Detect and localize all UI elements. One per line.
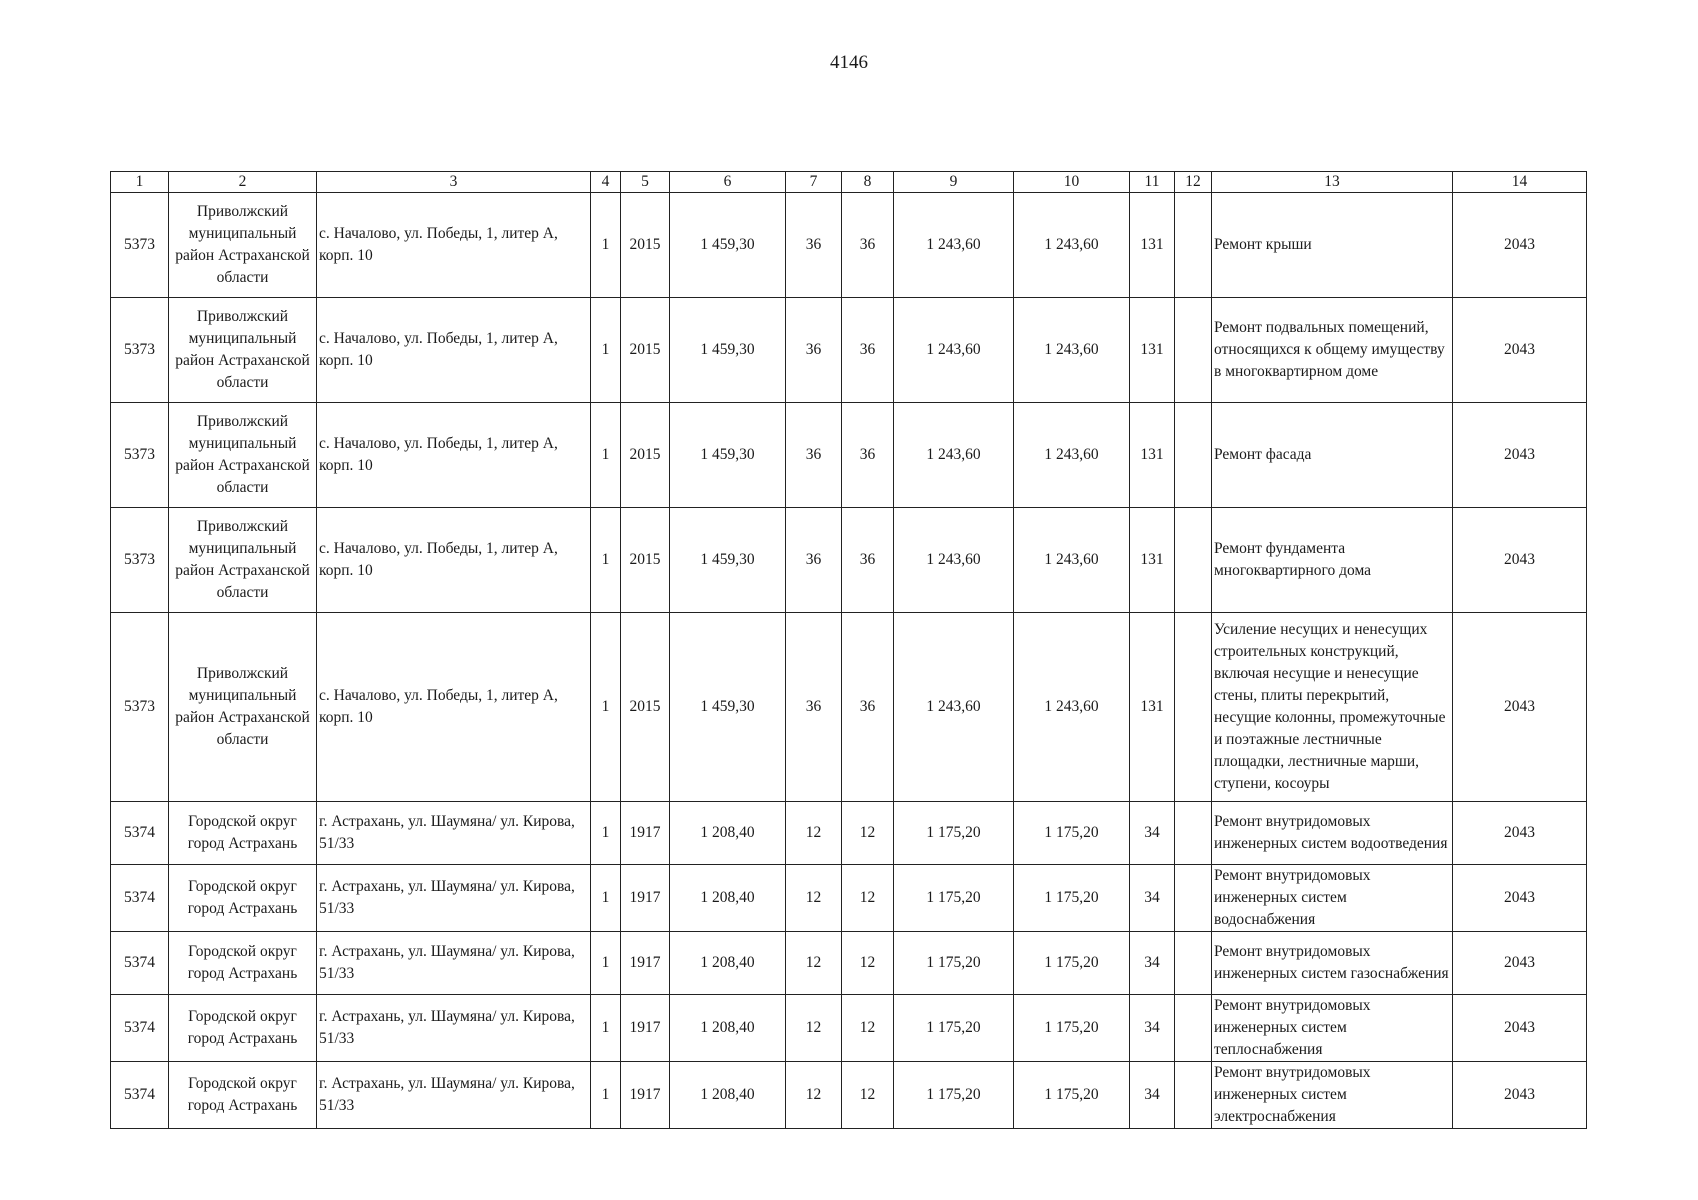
table-cell: 1 459,30 [670,403,786,508]
table-cell: 34 [1130,995,1175,1062]
municipality-cell: Приволжский муниципальный район Астраханской области [169,193,317,298]
municipality-cell: Городской округ город Астрахань [169,802,317,865]
column-header: 7 [786,172,842,193]
table-cell: 1 175,20 [1014,1062,1130,1129]
table-cell: 1 175,20 [894,995,1014,1062]
year-cell: 1917 [621,932,670,995]
column-header: 2 [169,172,317,193]
municipality-cell: Приволжский муниципальный район Астраханской области [169,403,317,508]
table-cell: 1 243,60 [894,508,1014,613]
table-cell: 36 [786,193,842,298]
table-cell [1175,932,1212,995]
table-cell: 1 208,40 [670,1062,786,1129]
year-cell: 1917 [621,1062,670,1129]
record-number-cell: 5374 [111,932,169,995]
planned-year-cell: 2043 [1453,298,1587,403]
table-cell: 1 [591,613,621,802]
table-cell: 131 [1130,508,1175,613]
table-row [111,865,1587,932]
table-cell: 12 [842,995,894,1062]
table-cell: 1 243,60 [1014,193,1130,298]
column-header: 6 [670,172,786,193]
column-header: 8 [842,172,894,193]
table-cell [1175,995,1212,1062]
table-cell: 1 459,30 [670,613,786,802]
planned-year-cell: 2043 [1453,613,1587,802]
table-cell: 1 243,60 [1014,298,1130,403]
table-cell: 34 [1130,932,1175,995]
table-cell [1175,613,1212,802]
table-cell [1175,403,1212,508]
municipality-cell: Приволжский муниципальный район Астраханской области [169,298,317,403]
column-header: 9 [894,172,1014,193]
municipality-cell: Приволжский муниципальный район Астраханской области [169,508,317,613]
address-cell: г. Астрахань, ул. Шаумяна/ ул. Кирова, 51/33 [317,932,591,995]
address-cell: г. Астрахань, ул. Шаумяна/ ул. Кирова, 51/33 [317,995,591,1062]
table-cell: 12 [786,865,842,932]
table-row [111,932,1587,995]
table-cell: 34 [1130,865,1175,932]
work-type-cell: Ремонт фасада [1212,403,1453,508]
table-cell: 131 [1130,403,1175,508]
column-header: 5 [621,172,670,193]
table-cell: 1 459,30 [670,508,786,613]
address-cell: с. Началово, ул. Победы, 1, литер А, корп. 10 [317,403,591,508]
municipality-cell: Приволжский муниципальный район Астраханской области [169,613,317,802]
work-type-cell: Ремонт подвальных помещений, относящихся к общему имуществу в многоквартирном доме [1212,298,1453,403]
table-cell: 1 243,60 [1014,403,1130,508]
table-cell: 1 175,20 [1014,995,1130,1062]
work-type-cell: Ремонт внутридомовых инженерных систем электроснабжения [1212,1062,1453,1129]
year-cell: 2015 [621,613,670,802]
address-cell: с. Началово, ул. Победы, 1, литер А, корп. 10 [317,193,591,298]
table-cell: 1 175,20 [894,802,1014,865]
table-cell: 1 175,20 [894,1062,1014,1129]
planned-year-cell: 2043 [1453,865,1587,932]
table-cell: 12 [842,932,894,995]
record-number-cell: 5373 [111,403,169,508]
table-cell: 36 [786,403,842,508]
table-cell: 1 459,30 [670,193,786,298]
planned-year-cell: 2043 [1453,508,1587,613]
address-cell: г. Астрахань, ул. Шаумяна/ ул. Кирова, 51/33 [317,1062,591,1129]
table-cell: 1 208,40 [670,995,786,1062]
work-type-cell: Ремонт внутридомовых инженерных систем теплоснабжения [1212,995,1453,1062]
table-cell: 1 [591,865,621,932]
table-cell [1175,1062,1212,1129]
table-row [111,403,1587,508]
address-cell: с. Началово, ул. Победы, 1, литер А, корп. 10 [317,298,591,403]
table-cell [1175,865,1212,932]
column-header: 4 [591,172,621,193]
table-cell: 1 175,20 [1014,932,1130,995]
planned-year-cell: 2043 [1453,403,1587,508]
table-cell: 1 208,40 [670,802,786,865]
municipality-cell: Городской округ город Астрахань [169,995,317,1062]
table-cell: 12 [842,865,894,932]
address-cell: г. Астрахань, ул. Шаумяна/ ул. Кирова, 51/33 [317,802,591,865]
work-type-cell: Ремонт внутридомовых инженерных систем водоотведения [1212,802,1453,865]
table-cell: 1 243,60 [894,403,1014,508]
planned-year-cell: 2043 [1453,1062,1587,1129]
address-cell: с. Началово, ул. Победы, 1, литер А, корп. 10 [317,508,591,613]
table-cell: 12 [786,802,842,865]
record-number-cell: 5374 [111,1062,169,1129]
table-cell: 1 243,60 [1014,613,1130,802]
table-cell: 1 [591,298,621,403]
record-number-cell: 5374 [111,802,169,865]
planned-year-cell: 2043 [1453,193,1587,298]
year-cell: 1917 [621,995,670,1062]
table-cell: 1 243,60 [1014,508,1130,613]
record-number-cell: 5373 [111,298,169,403]
column-header: 13 [1212,172,1453,193]
year-cell: 2015 [621,508,670,613]
record-number-cell: 5373 [111,613,169,802]
table-cell: 36 [842,508,894,613]
table-cell [1175,193,1212,298]
work-type-cell: Ремонт внутридомовых инженерных систем водоснабжения [1212,865,1453,932]
municipality-cell: Городской округ город Астрахань [169,1062,317,1129]
column-header: 10 [1014,172,1130,193]
table-row [111,995,1587,1062]
year-cell: 2015 [621,403,670,508]
planned-year-cell: 2043 [1453,932,1587,995]
table-cell: 1 [591,1062,621,1129]
municipality-cell: Городской округ город Астрахань [169,865,317,932]
table-row [111,1062,1587,1129]
table-cell: 36 [842,193,894,298]
planned-year-cell: 2043 [1453,802,1587,865]
year-cell: 2015 [621,193,670,298]
table-cell: 12 [786,1062,842,1129]
record-number-cell: 5374 [111,995,169,1062]
table-row [111,508,1587,613]
column-header: 12 [1175,172,1212,193]
table-cell: 1 175,20 [1014,865,1130,932]
table-row [111,613,1587,802]
work-type-cell: Ремонт фундамента многоквартирного дома [1212,508,1453,613]
table-cell: 1 208,40 [670,932,786,995]
table-cell [1175,508,1212,613]
table-cell: 1 [591,932,621,995]
table-cell: 12 [786,995,842,1062]
table-cell: 34 [1130,802,1175,865]
column-header: 14 [1453,172,1587,193]
table-cell: 1 [591,403,621,508]
table-cell: 1 243,60 [894,613,1014,802]
table-cell [1175,298,1212,403]
table-cell: 12 [786,932,842,995]
table-cell: 131 [1130,193,1175,298]
address-cell: г. Астрахань, ул. Шаумяна/ ул. Кирова, 51/33 [317,865,591,932]
table-cell [1175,802,1212,865]
table-cell: 131 [1130,298,1175,403]
table-cell: 131 [1130,613,1175,802]
work-type-cell: Усиление несущих и ненесущих строительных конструкций, включая несущие и ненесущие стены, плиты перекрытий, несущие колонны, промежуточные и поэтажные лестничные площадки, лестничные марши, ступени, косоуры [1212,613,1453,802]
table-cell: 34 [1130,1062,1175,1129]
year-cell: 1917 [621,865,670,932]
table-cell: 1 [591,508,621,613]
table-row [111,298,1587,403]
address-cell: с. Началово, ул. Победы, 1, литер А, корп. 10 [317,613,591,802]
table-cell: 36 [786,508,842,613]
column-number-row [111,172,1587,193]
table-cell: 1 243,60 [894,193,1014,298]
table-cell: 1 [591,802,621,865]
page-number: 4146 [830,52,868,73]
repair-schedule-table [110,171,1587,1129]
record-number-cell: 5373 [111,193,169,298]
work-type-cell: Ремонт крыши [1212,193,1453,298]
table-cell: 12 [842,802,894,865]
table-cell: 36 [842,298,894,403]
year-cell: 1917 [621,802,670,865]
table-cell: 1 175,20 [1014,802,1130,865]
table-cell: 36 [842,403,894,508]
column-header: 11 [1130,172,1175,193]
table-cell: 1 175,20 [894,932,1014,995]
table-row [111,802,1587,865]
record-number-cell: 5373 [111,508,169,613]
table-cell: 1 [591,193,621,298]
table-cell: 1 [591,995,621,1062]
column-header: 1 [111,172,169,193]
record-number-cell: 5374 [111,865,169,932]
table-cell: 36 [842,613,894,802]
table-cell: 1 243,60 [894,298,1014,403]
table-cell: 1 208,40 [670,865,786,932]
planned-year-cell: 2043 [1453,995,1587,1062]
table-cell: 1 175,20 [894,865,1014,932]
table-cell: 36 [786,613,842,802]
year-cell: 2015 [621,298,670,403]
table-cell: 12 [842,1062,894,1129]
work-type-cell: Ремонт внутридомовых инженерных систем газоснабжения [1212,932,1453,995]
municipality-cell: Городской округ город Астрахань [169,932,317,995]
column-header: 3 [317,172,591,193]
table-row [111,193,1587,298]
table-cell: 1 459,30 [670,298,786,403]
table-cell: 36 [786,298,842,403]
